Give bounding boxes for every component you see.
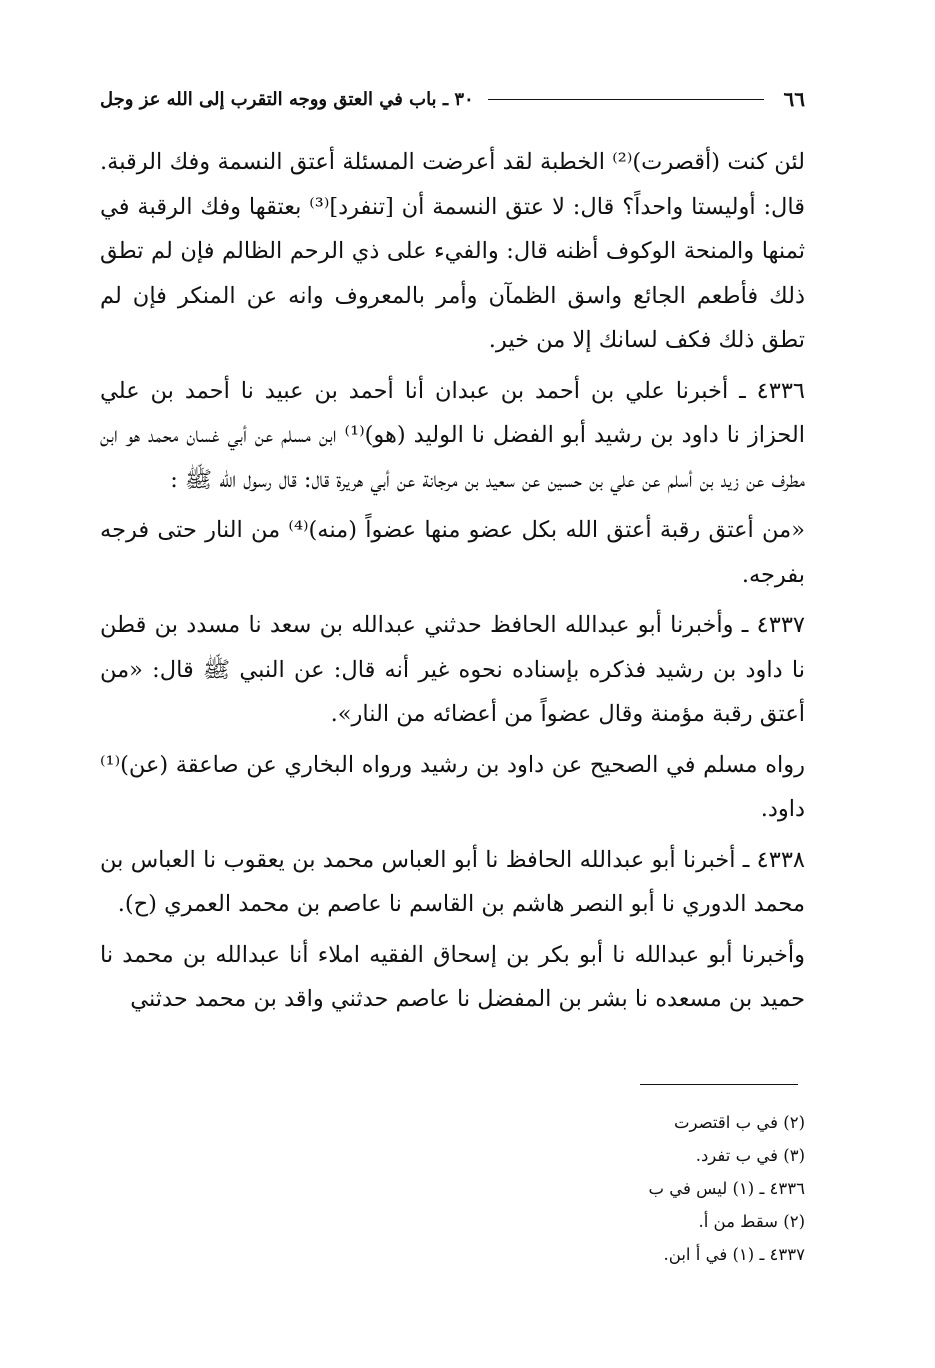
hadith-4338: ٤٣٣٨ ـ أخبرنا أبو عبدالله الحافظ نا أبو العباس محمد بن يعقوب نا العباس بن محمد الدوري نا أبو النصر هاشم بن القاسم نا عاصم بن محمد العمري (ح).	[100, 846, 805, 917]
footnote-separator	[640, 1084, 798, 1085]
footnote: (٣) في ب تفرد.	[695, 1146, 805, 1165]
footnote: (٢) سقط من أ.	[698, 1212, 805, 1231]
main-text	[100, 140, 805, 1022]
hadith-4337: ٤٣٣٧ ـ وأخبرنا أبو عبدالله الحافظ حدثني عبدالله بن سعد نا مسدد بن قطن نا داود بن رشيد فذكره بإسناده نحوه غير أنه قال: عن النبي ﷺ قال: «من أعتق رقبة مؤمنة وقال عضواً من أعضائه من النار».	[100, 612, 805, 727]
footnote: ٤٣٣٧ ـ (١) في أ ابن.	[663, 1245, 805, 1264]
footnote: ٤٣٣٦ ـ (١) ليس في ب	[648, 1179, 805, 1198]
footnotes	[560, 1106, 805, 1271]
paragraph-continuation: لئن كنت (أقصرت)⁽²⁾ الخطبة لقد أعرضت المسئلة أعتق النسمة وفك الرقبة. قال: أوليستا واحداً؟ قال: لا عتق النسمة أن [تنفرد]⁽³⁾ بعتقها وفك الرقبة في ثمنها والمنحة الوكوف أظنه قال: والفيء على ذي الرحم الظالم فإن لم تطق ذلك فأطعم الجائع واسق الظمآن وأمر بالمعروف وانه عن المنكر فإن لم تطق ذلك فكف لسانك إلا من خير.	[100, 149, 805, 353]
hadith-4338-second-chain: وأخبرنا أبو عبدالله نا أبو بكر بن إسحاق الفقيه املاء أنا عبدالله بن محمد نا حميد بن مسعده نا بشر بن المفضل نا عاصم حدثني واقد بن محمد حدثني	[100, 941, 805, 1012]
hadith-4337-takhrij: رواه مسلم في الصحيح عن داود بن رشيد ورواه البخاري عن صاعقة (عن)⁽¹⁾ داود.	[100, 751, 805, 822]
hadith-4336-matn: «من أعتق رقبة أعتق الله بكل عضو منها عضواً (منه)⁽⁴⁾ من النار حتى فرجه بفرجه.	[100, 517, 805, 588]
hadith-4336-isnad: ٤٣٣٦ ـ أخبرنا علي بن أحمد بن عبدان أنا أحمد بن عبيد نا أحمد بن علي الحزاز نا داود بن رشيد أبو الفضل نا الوليد (هو)⁽¹⁾ ابن مسلم عن أبي غسان محمد هو ابن مطرف عن زيد بن أسلم عن علي بن حسين عن سعيد بن مرجانة عن أبي هريرة قال: قال رسول الله ﷺ :	[100, 377, 805, 493]
footnote: (٢) في ب اقتصرت	[673, 1113, 805, 1132]
chapter-title: ٣٠ ـ باب في العتق ووجه التقرب إلى الله عز وجل	[100, 88, 474, 110]
header-rule	[488, 99, 764, 100]
page-number: ٦٦	[783, 87, 805, 111]
running-header	[100, 84, 805, 114]
